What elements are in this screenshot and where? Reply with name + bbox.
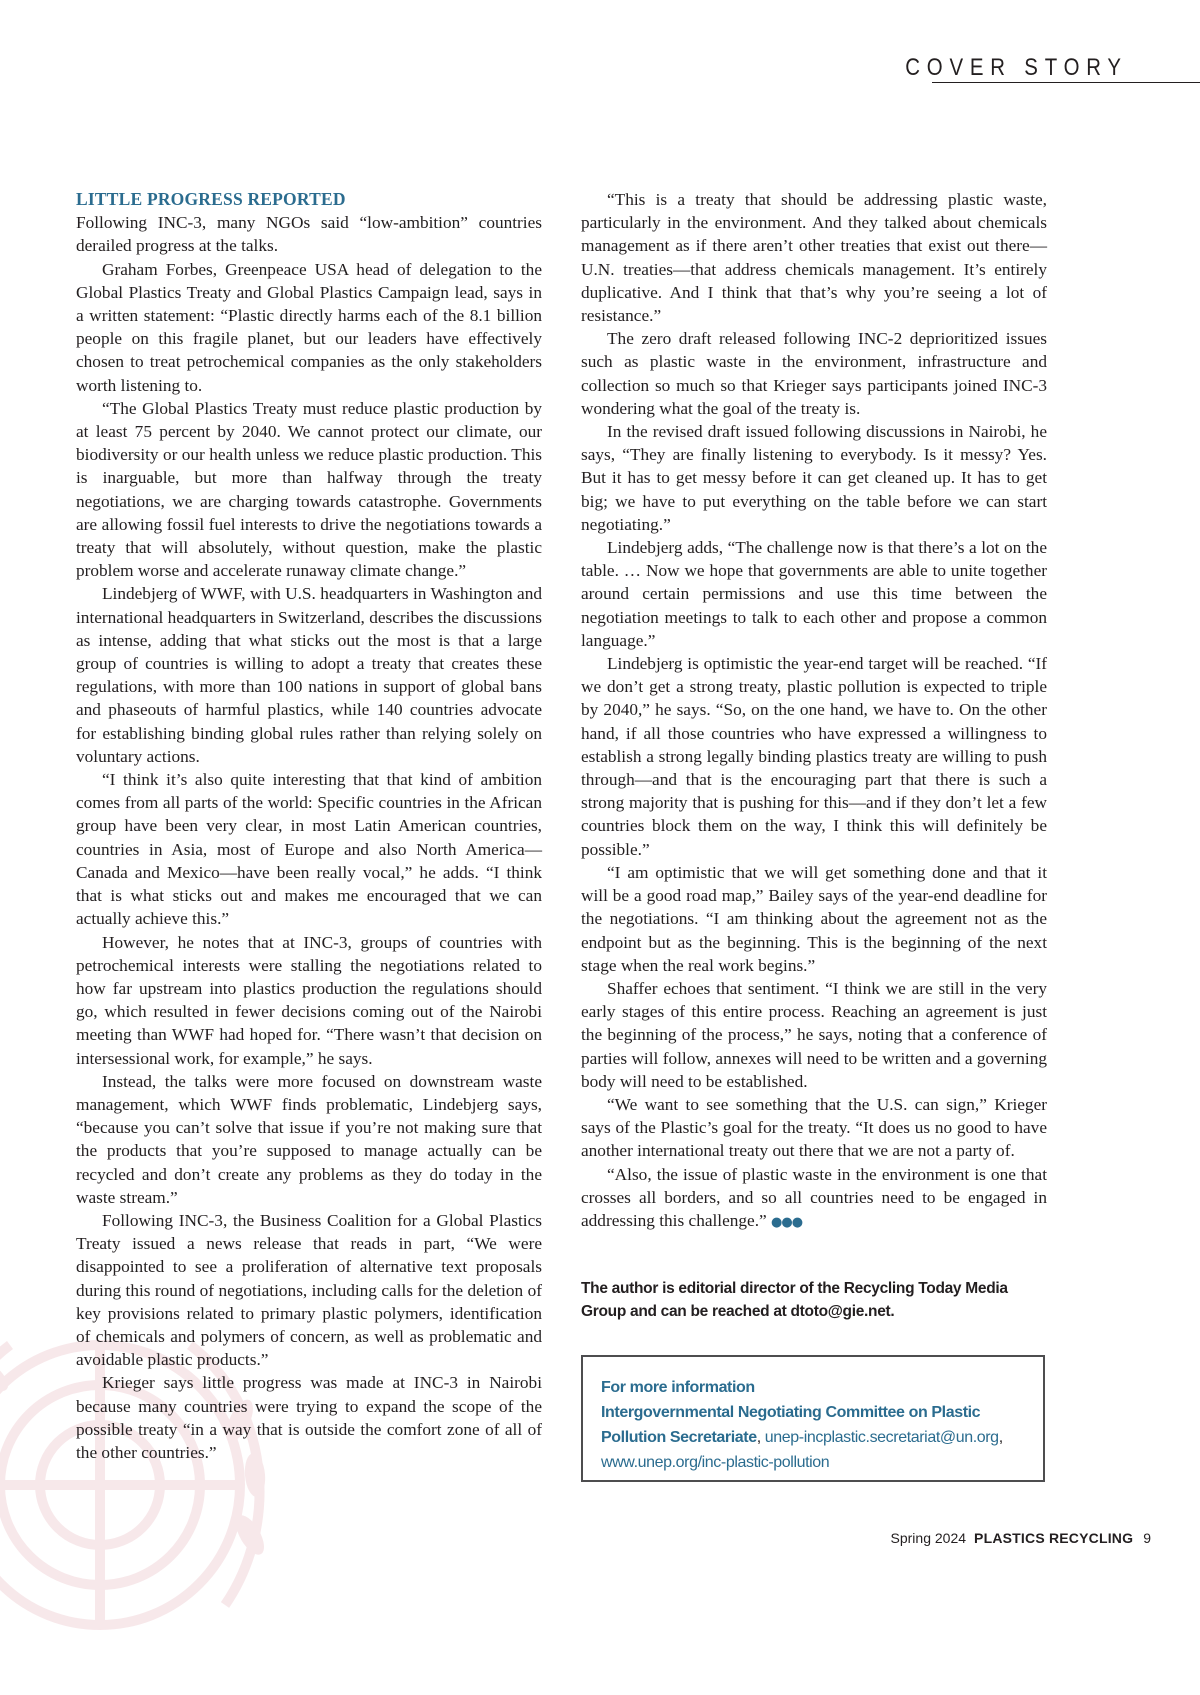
paragraph: Instead, the talks were more focused on downstream waste management, which WWF finds problematic, Lindebjerg says, “because you can’t solve that issue if you’re not making sure that the products that you’re supposed to manage actually can be recycled and don’t create any problems as they do today in the waste stream.” xyxy=(76,1071,542,1207)
paragraph: Lindebjerg adds, “The challenge now is that there’s a lot on the table. … Now we hope that governments are able to unite together around certain permissions and use this time between the negotiation meetings to talk to each other and propose a common language.” xyxy=(581,538,1047,650)
paragraph: Lindebjerg is optimistic the year-end target will be reached. “If we don’t get a strong treaty, plastic pollution is expected to triple by 2040,” he says. “So, on the one hand, we have to. On the other hand, if all those countries who have expressed a willingness to establish a strong legally binding plastics treaty are willing to push through—and that is the encouraging part that there is such a strong majority that is pushing for this—and if they don’t let a few countries block them on the way, I think this will definitely be possible.” xyxy=(581,654,1047,859)
info-box-email-link[interactable]: unep-incplastic.secretariat@un.org xyxy=(764,1429,999,1446)
section-subhead: LITTLE PROGRESS REPORTED xyxy=(76,189,346,209)
info-box-title: For more information xyxy=(601,1379,755,1396)
header-rule xyxy=(932,82,1200,83)
paragraph: However, he notes that at INC-3, groups of countries with petrochemical interests were stalling the negotiations related to how far upstream into plastics production the regulations should go, which resulted in fewer decisions coming out of the Nairobi meeting than WWF had hoped for. “There wasn’t that decision on intersessional work, for example,” he says. xyxy=(76,932,542,1068)
paragraph: Shaffer echoes that sentiment. “I think we are still in the very early stages of this entire process. Reaching an agreement is just the beginning of the process,” he says, noting that a conference of parties will follow, annexes will need to be written and a governing body will need to be established. xyxy=(581,978,1047,1091)
paragraph: “We want to see something that the U.S. can sign,” Krieger says of the Plastic’s goal for the treaty. “It does us no good to have another international treaty out there that we are not a party of. xyxy=(581,1094,1047,1161)
paragraph: Krieger says little progress was made at INC-3 in Nairobi because many countries were trying to expand the scope of the possible treaty “in a way that is outside the comfort zone of all of the other countries.” xyxy=(76,1373,542,1462)
footer-publication: PLASTICS RECYCLING xyxy=(974,1530,1134,1546)
page-number: 9 xyxy=(1143,1530,1151,1546)
paragraph: “I am optimistic that we will get something done and that it will be a good road map,” Bailey says of the year-end deadline for the negotiations. “I am thinking about the agreement not as the endpoint but as the beginning. This is the beginning of the next stage when the real work begins.” xyxy=(581,862,1047,975)
paragraph: Following INC-3, many NGOs said “low-ambition” countries derailed progress at the talks. xyxy=(76,213,542,256)
paragraph: Lindebjerg of WWF, with U.S. headquarters in Washington and international headquarters in Switzerland, describes the discussions as intense, adding that what sticks out the most is that a large group of countries is willing to adopt a treaty that creates these regulations, with more than 100 nations in support of global bans and phaseouts of harmful plastics, while 140 countries advocate for establishing binding global rules rather than relying solely on voluntary actions. xyxy=(76,584,542,766)
paragraph: In the revised draft issued following discussions in Nairobi, he says, “They are finally listening to everybody. Is it messy? Yes. But it has to get messy before it can get cleaned up. It has to get big; we have to put everything on the table before we can start negotiating.” xyxy=(581,422,1047,534)
author-bio: The author is editorial director of the Recycling Today Media Group and can be reached at dtoto@gie.net. xyxy=(581,1280,1008,1320)
section-label: COVER STORY xyxy=(905,54,1128,81)
paragraph: The zero draft released following INC-2 deprioritized issues such as plastic waste in the environment, infrastructure and collection so much so that Krieger says participants joined INC-3 wondering what the goal of the treaty is. xyxy=(581,329,1047,418)
page-footer xyxy=(891,1530,1151,1546)
info-box: For more information Intergovernmental Negotiating Committee on Plastic Pollution Secretariate, unep-incplastic.secretariat@un.org, www.unep.org/inc-plastic-pollution xyxy=(581,1355,1045,1482)
paragraph: Graham Forbes, Greenpeace USA head of delegation to the Global Plastics Treaty and Global Plastics Campaign lead, says in a written statement: “Plastic directly harms each of the 8.1 billion people on this fragile planet, but our leaders have effectively chosen to treat petrochemical companies as the only stakeholders worth listening to. xyxy=(76,259,542,395)
final-paragraph xyxy=(581,1163,1047,1235)
info-box-org: Intergovernmental Negotiating Committee on Plastic Pollution Secretariate xyxy=(601,1404,981,1446)
paragraph-text: “Also, the issue of plastic waste in the environment is one that crosses all borders, and so all countries need to be engaged in addressing this challenge.” xyxy=(581,1164,1047,1230)
paragraph: “This is a treaty that should be addressing plastic waste, particularly in the environment. And they talked about chemicals management as if there aren’t other treaties that exist out there—U.N. treaties—that address chemicals management. It’s entirely duplicative. And I think that that’s why you’re seeing a lot of resistance.” xyxy=(581,190,1047,326)
footer-issue: Spring 2024 xyxy=(890,1530,967,1546)
end-mark-icon: ●●● xyxy=(771,1214,803,1230)
paragraph: “I think it’s also quite interesting that that kind of ambition comes from all parts of the world: Specific countries in the African group have been very clear, in most Latin American countries, countries in Asia, most of Europe and also North America—Canada and Mexico—have been really vocal,” he adds. “I think that is what sticks out and makes me encouraged that we can actually achieve this.” xyxy=(76,770,542,929)
info-box-url-link[interactable]: www.unep.org/inc-plastic-pollution xyxy=(601,1454,830,1471)
paragraph: “The Global Plastics Treaty must reduce plastic production by at least 75 percent by 2040. We cannot protect our climate, our biodiversity or our health unless we reduce plastic production. This is inarguable, but more than halfway through the treaty negotiations, we are charging towards catastrophe. Governments are allowing fossil fuel interests to drive the negotiations towards a treaty that will absolutely, without question, make the plastic problem worse and accelerate runaway climate change.” xyxy=(76,398,542,581)
paragraph: Following INC-3, the Business Coalition for a Global Plastics Treaty issued a news release that reads in part, “We were disappointed to see a proliferation of alternative text proposals during this round of negotiations, including calls for the deletion of key provisions related to primary plastic polymers, identification of chemicals and polymers of concern, as well as problematic and avoidable plastic products.” xyxy=(76,1210,542,1370)
left-column xyxy=(76,188,542,1464)
right-column xyxy=(581,188,1047,1234)
